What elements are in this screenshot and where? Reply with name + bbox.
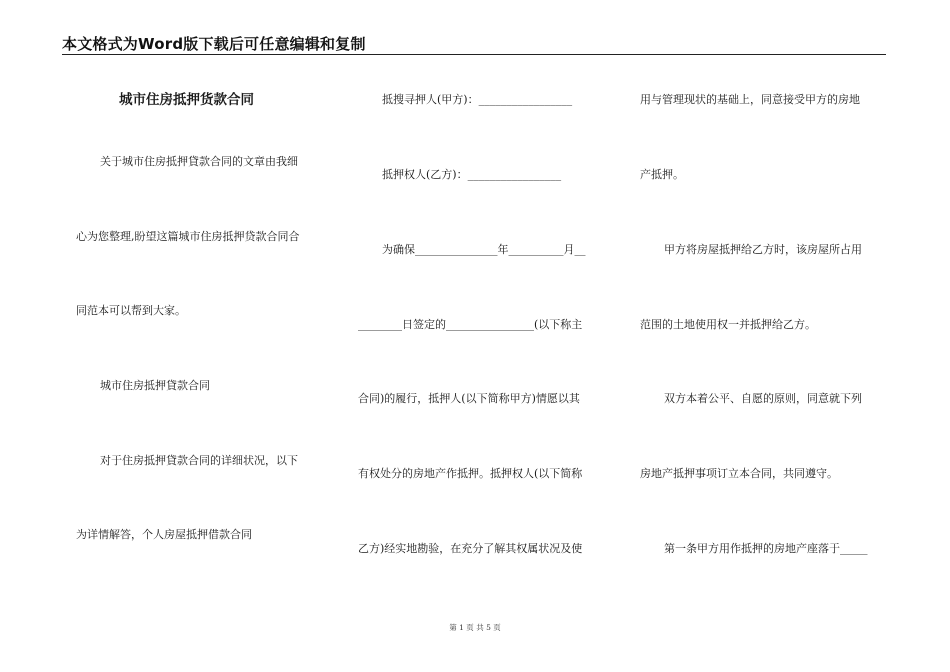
text-line: 范围的土地使用权一并抵押给乙方。 <box>640 318 816 331</box>
text-line: 用与管理现状的基础上，同意接受甲方的房地 <box>640 93 860 106</box>
page-number: 第 1 页 共 5 页 <box>449 623 501 632</box>
text-line: 同范本可以帮到大家。 <box>76 304 186 317</box>
text-line: 对于住房抵押貸款合同的详细状况，以下 <box>100 454 298 467</box>
text-line: 抵搜寻押人(甲方)：_________________ <box>382 93 573 106</box>
text-line: 抵押权人(乙方)：_________________ <box>382 168 562 181</box>
download-banner: 本文格式为Word版下载后可任意编辑和复制 <box>62 35 366 53</box>
text-line: 合同)的履行，抵押人(以下简称甲方)情愿以其 <box>358 392 580 405</box>
text-line: ________日签定的________________(以下称主 <box>358 318 583 331</box>
text-line: 有权处分的房地产作抵押。抵押权人(以下简称 <box>358 467 583 480</box>
header-divider <box>62 54 886 55</box>
text-line: 乙方)经实地勘验，在充分了解其权属状况及使 <box>358 542 583 555</box>
text-line: 为确保_______________年__________月__ <box>382 243 586 256</box>
document-title: 城市住房抵押货款合同 <box>119 92 254 108</box>
text-line: 为详情解答，个人房屋抵押借款合同 <box>76 528 252 541</box>
text-line: 双方本着公平、自愿的原则，同意就下列 <box>664 392 862 405</box>
text-line: 房地产抵押事项订立本合同，共同遵守。 <box>640 467 838 480</box>
text-line: 甲方将房屋抵押给乙方时，该房屋所占用 <box>664 243 862 256</box>
text-line: 第一条甲方用作抵押的房地产座落于_____ <box>664 542 868 555</box>
text-line: 关于城市住房抵押貸款合同的文章由我细 <box>100 155 298 168</box>
text-line: 心为您整理,盼望这篇城市住房抵押贷款合同合 <box>76 230 300 243</box>
text-line: 城市住房抵押貸款合同 <box>100 379 210 392</box>
text-line: 产抵押。 <box>640 168 684 181</box>
